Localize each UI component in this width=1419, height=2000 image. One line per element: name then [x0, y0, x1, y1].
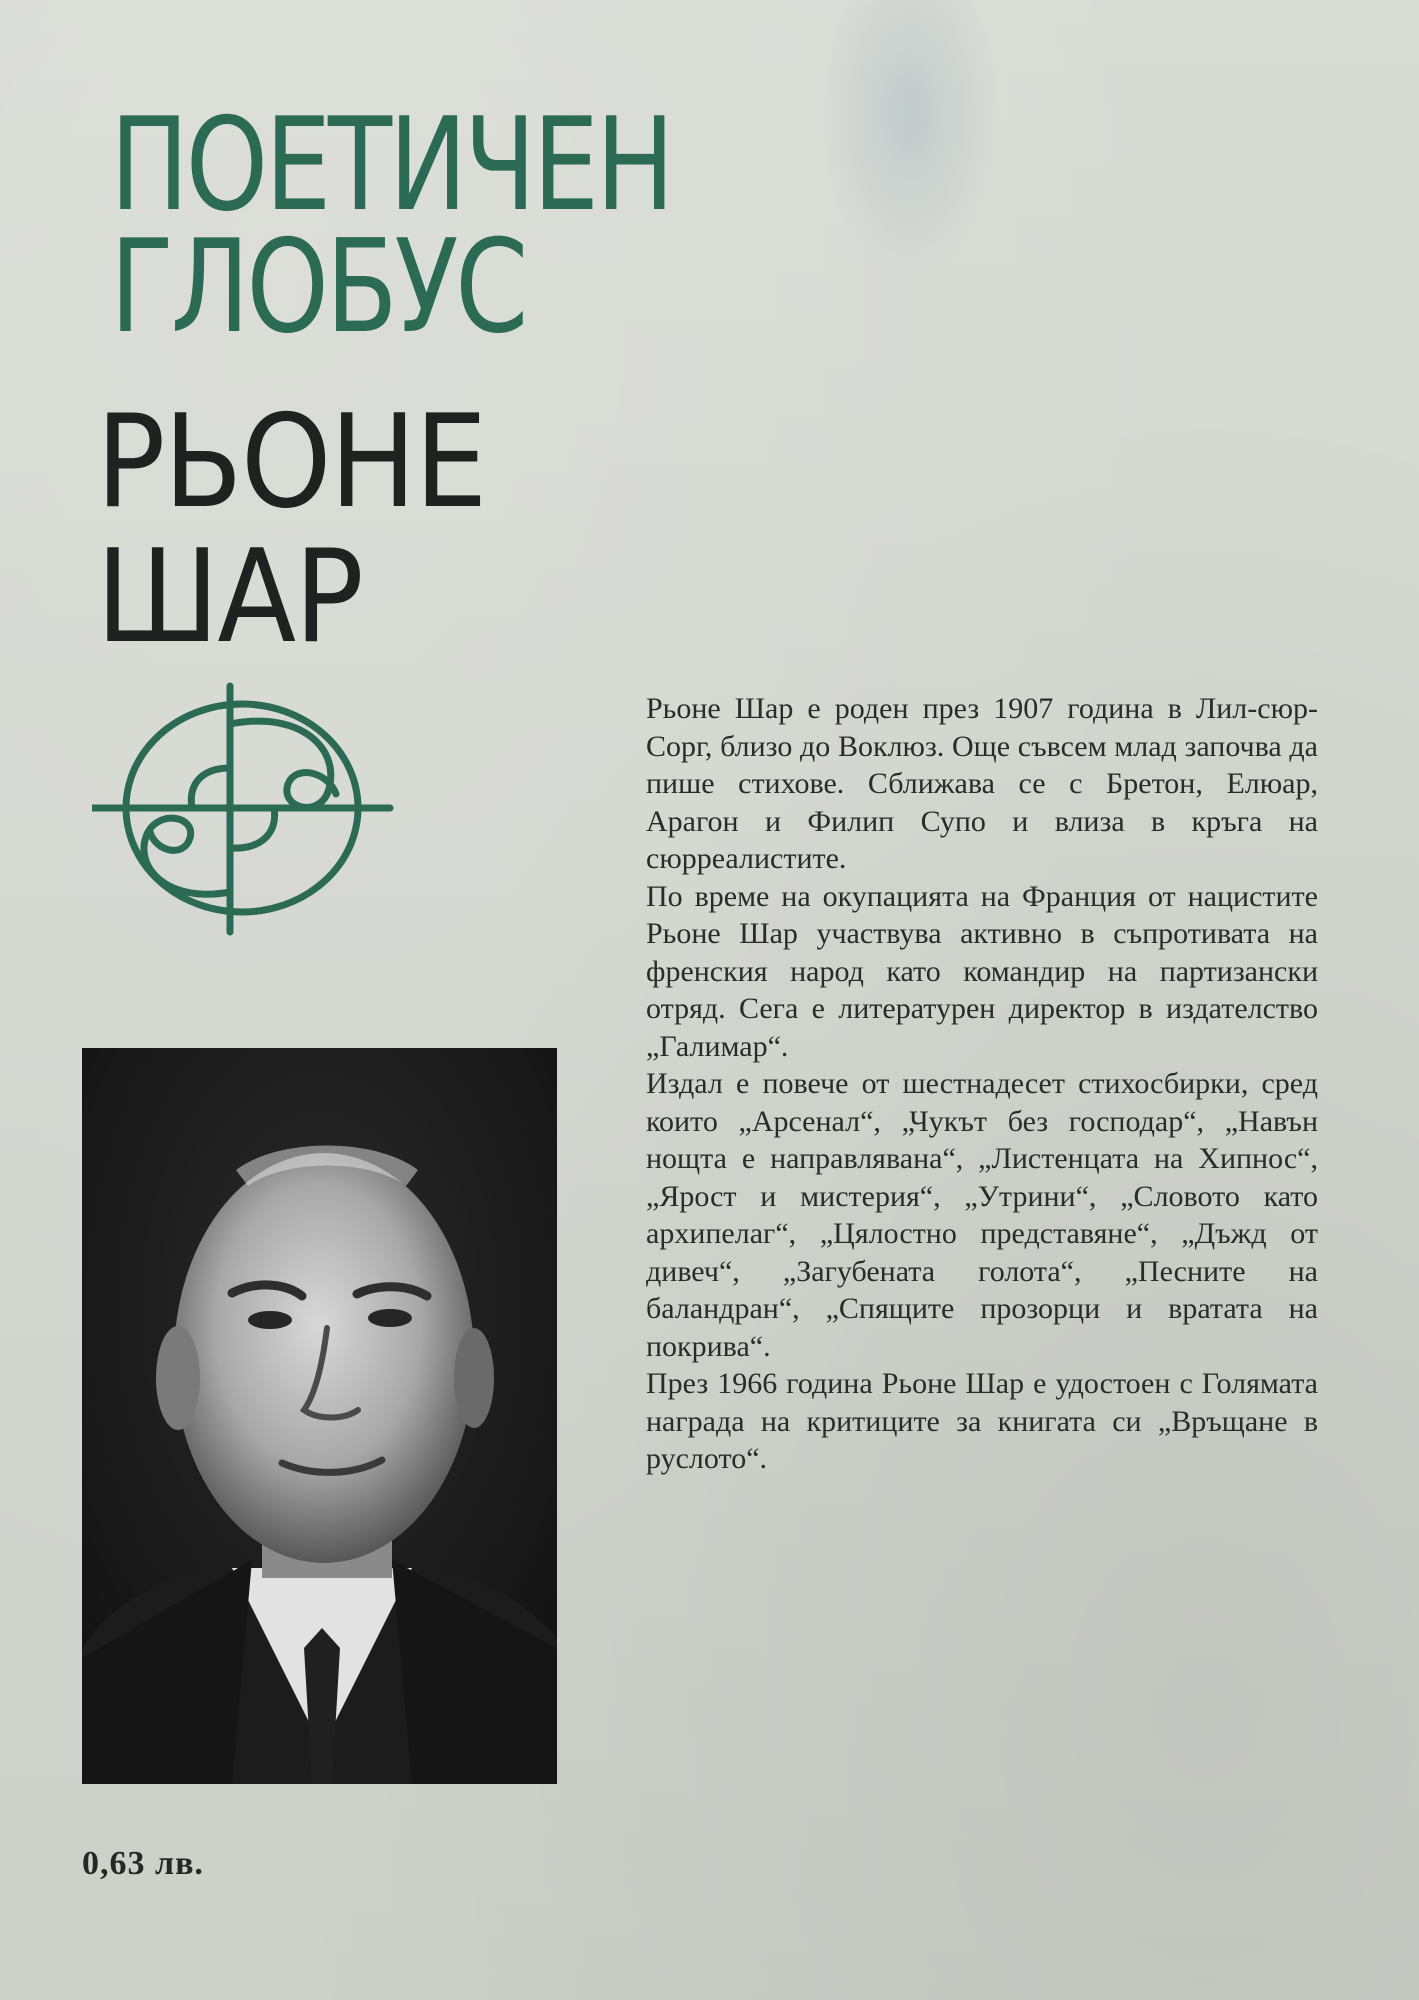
globe-logo-icon — [92, 680, 402, 940]
paper-stain — [820, 0, 1000, 280]
series-title — [110, 91, 672, 362]
series-title-line1: ПОЕТИЧЕН — [110, 91, 672, 240]
author-name — [96, 388, 486, 672]
author-name-line2: ШАР — [96, 523, 363, 672]
price-label: 0,63 лв. — [82, 1845, 204, 1882]
author-portrait-photo — [82, 1048, 557, 1784]
author-name-line1: РЬОНЕ — [96, 388, 486, 537]
author-biography — [646, 690, 1318, 1478]
biography-paragraph: През 1966 година Рьоне Шар е удостоен с Голямата награда на критиците за книгата си „Връщане в руслото“. — [646, 1367, 1318, 1475]
biography-paragraph: По време на окупацията на Франция от нацистите Рьоне Шар участвува активно в съпротивата на френския народ като командир на партизански отряд. Сега е литературен директор в издателство „Галимар“. — [646, 879, 1318, 1063]
biography-paragraph: Рьоне Шар е роден през 1907 година в Лил-сюр-Сорг, близо до Воклюз. Още съвсем млад започва да пише стихове. Сближава се с Бретон, Елюар, Арагон и Филип Супо и влиза в кръга на сюрреалистите. — [646, 692, 1318, 875]
biography-paragraph: Издал е повече от шестнадесет стихосбирки, сред които „Арсенал“, „Чукът без господар“, „Навън нощта е направлявана“, „Листенцата на Хипнос“, „Ярост и мистерия“, „Утрини“, „Словото като архипелаг“, „Цялостно представяне“, „Дъжд от дивеч“, „Загубената голота“, „Песните на баландран“, „Спящите прозорци и вратата на покрива“. — [646, 1067, 1318, 1363]
series-title-line2: ГЛОБУС — [110, 213, 526, 362]
